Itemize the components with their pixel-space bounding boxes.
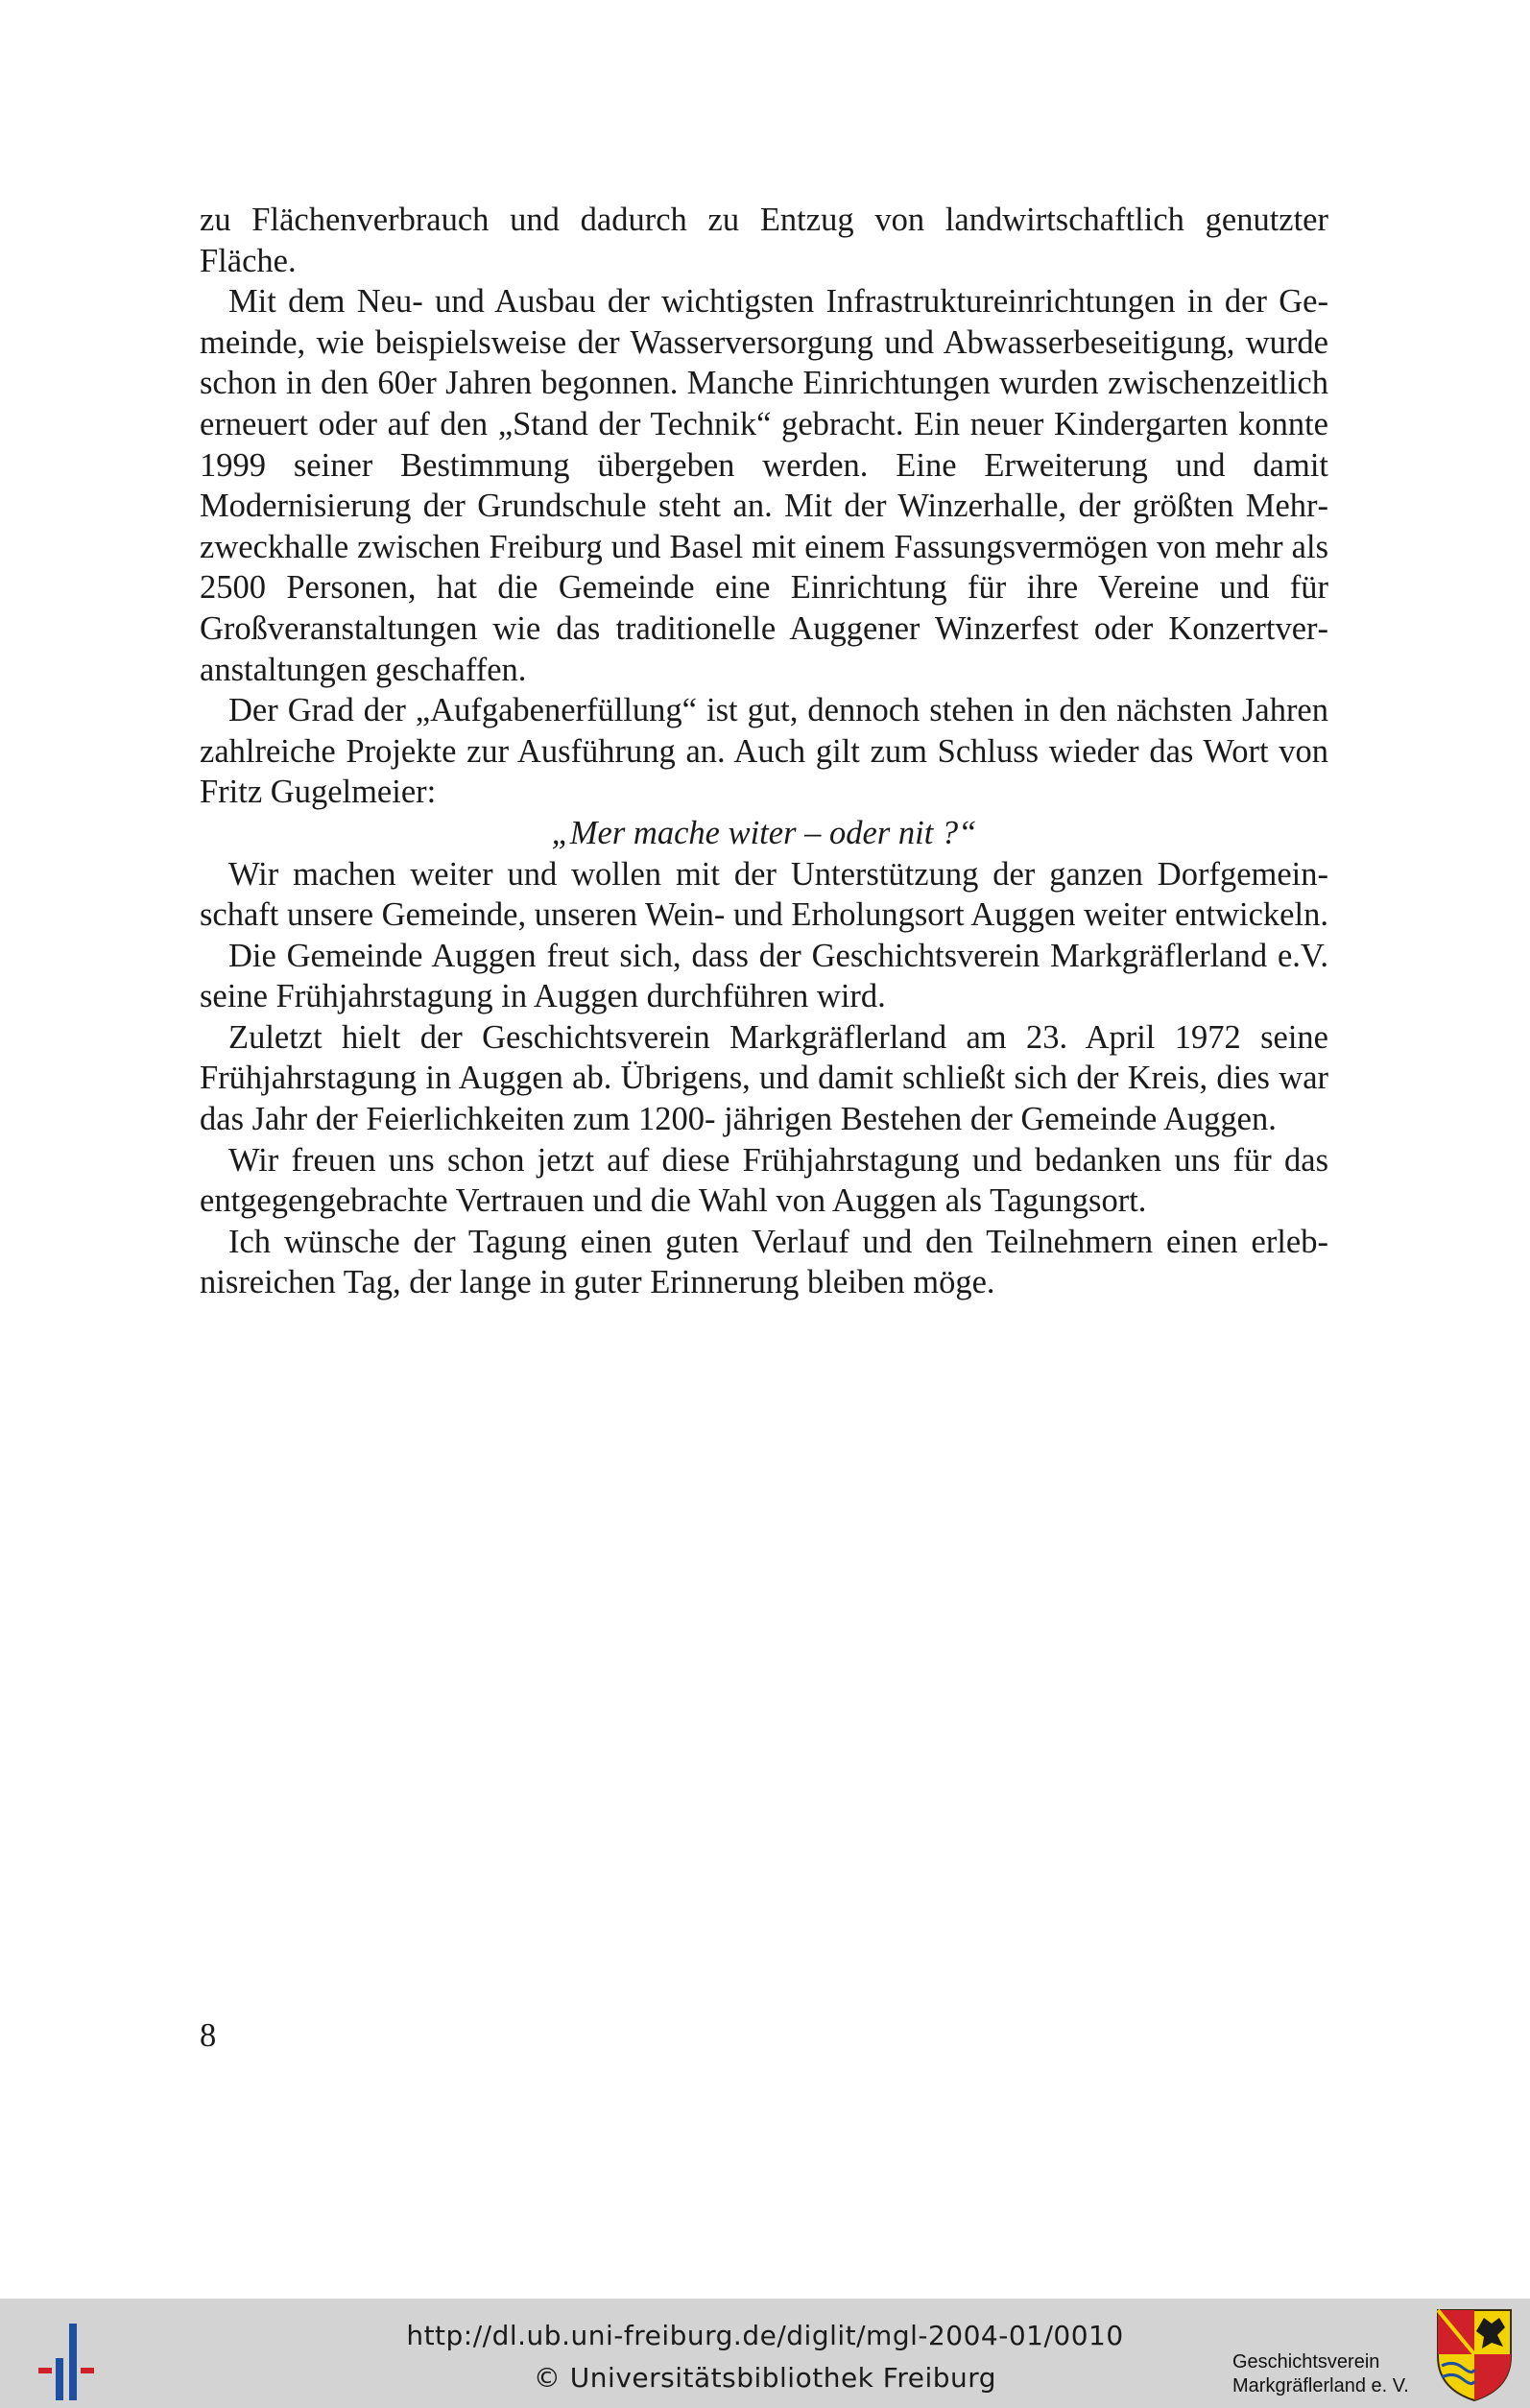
paragraph: Der Grad der „Aufgabenerfüllung“ ist gut, dennoch stehen in den nächsten Jahren zahlreiche Projekte zur Ausführung an. Auch gilt zum Schluss wieder das Wort von Fritz Gugelmeier: <box>200 692 1328 811</box>
society-name-line: Markgräflerland e. V. <box>1232 2375 1409 2396</box>
footer-bar <box>0 2299 1530 2408</box>
paragraph: zu Flächenverbrauch und dadurch zu Entzug von landwirtschaftlich genutzter Fläche. <box>200 202 1328 279</box>
paragraph: Ich wünsche der Tagung einen guten Verlauf und den Teilnehmern einen erlebnisreichen Tag, der lange in guter Erinnerung bleiben möge. <box>200 1223 1328 1301</box>
page-number: 8 <box>200 2017 217 2054</box>
society-name-line: Geschichtsverein <box>1232 2351 1380 2372</box>
footer-copyright: © Universitätsbibliothek Freiburg <box>533 2362 997 2394</box>
footer-url-link[interactable]: http://dl.ub.uni-freiburg.de/diglit/mgl-2004-01/0010 <box>406 2320 1124 2351</box>
quote: „Mer mache witer – oder nit ?“ <box>551 814 977 851</box>
paragraph: Wir freuen uns schon jetzt auf diese Frühjahrstagung und bedanken uns für das entgegengebrachte Vertrauen und die Wahl von Auggen als Tagungsort. <box>200 1141 1328 1220</box>
body-text <box>200 200 1328 1303</box>
society-name <box>1232 2350 1409 2398</box>
paragraph: Wir machen weiter und wollen mit der Unterstützung der ganzen Dorfgemeinschaft unsere Gemeinde, unseren Wein- und Erholungsort Auggen weiter entwickeln. <box>200 855 1328 934</box>
paragraph: Mit dem Neu- und Ausbau der wichtigsten Infrastruktureinrichtungen in der Gemeinde, wie beispielsweise der Wasserversorgung und Abwasserbeseitigung, wurde schon in den 60er Jahren begonnen. Manche Einrichtungen wurden zwischenzeitlich erneuert oder auf den „Stand der Technik“ gebracht. Ein neuer Kindergarten konnte 1999 seiner Bestimmung übergeben werden. Eine Erweiterung und damit Modernisierung der Grundschule steht an. Mit der Winzerhalle, der größten Mehrzweckhalle zwischen Freiburg und Basel mit einem Fassungsvermögen von mehr als 2500 Personen, hat die Gemeinde eine Einrichtung für ihre Vereine und für Großveranstaltungen wie das traditionelle Auggener Winzerfest oder Konzertveranstaltungen geschaffen. <box>200 283 1328 688</box>
paragraph: Die Gemeinde Auggen freut sich, dass der Geschichtsverein Markgräflerland e.V. seine Frühjahrstagung in Auggen durchführen wird. <box>200 937 1328 1015</box>
paragraph: Zuletzt hielt der Geschichtsverein Markgräflerland am 23. April 1972 seine Frühjahrstagung in Auggen ab. Übrigens, und damit schließt sich der Kreis, dies war das Jahr der Feierlichkeiten zum 1200- jährigen Bestehen der Gemeinde Auggen. <box>200 1018 1328 1138</box>
coat-of-arms-icon <box>1434 2306 1515 2402</box>
